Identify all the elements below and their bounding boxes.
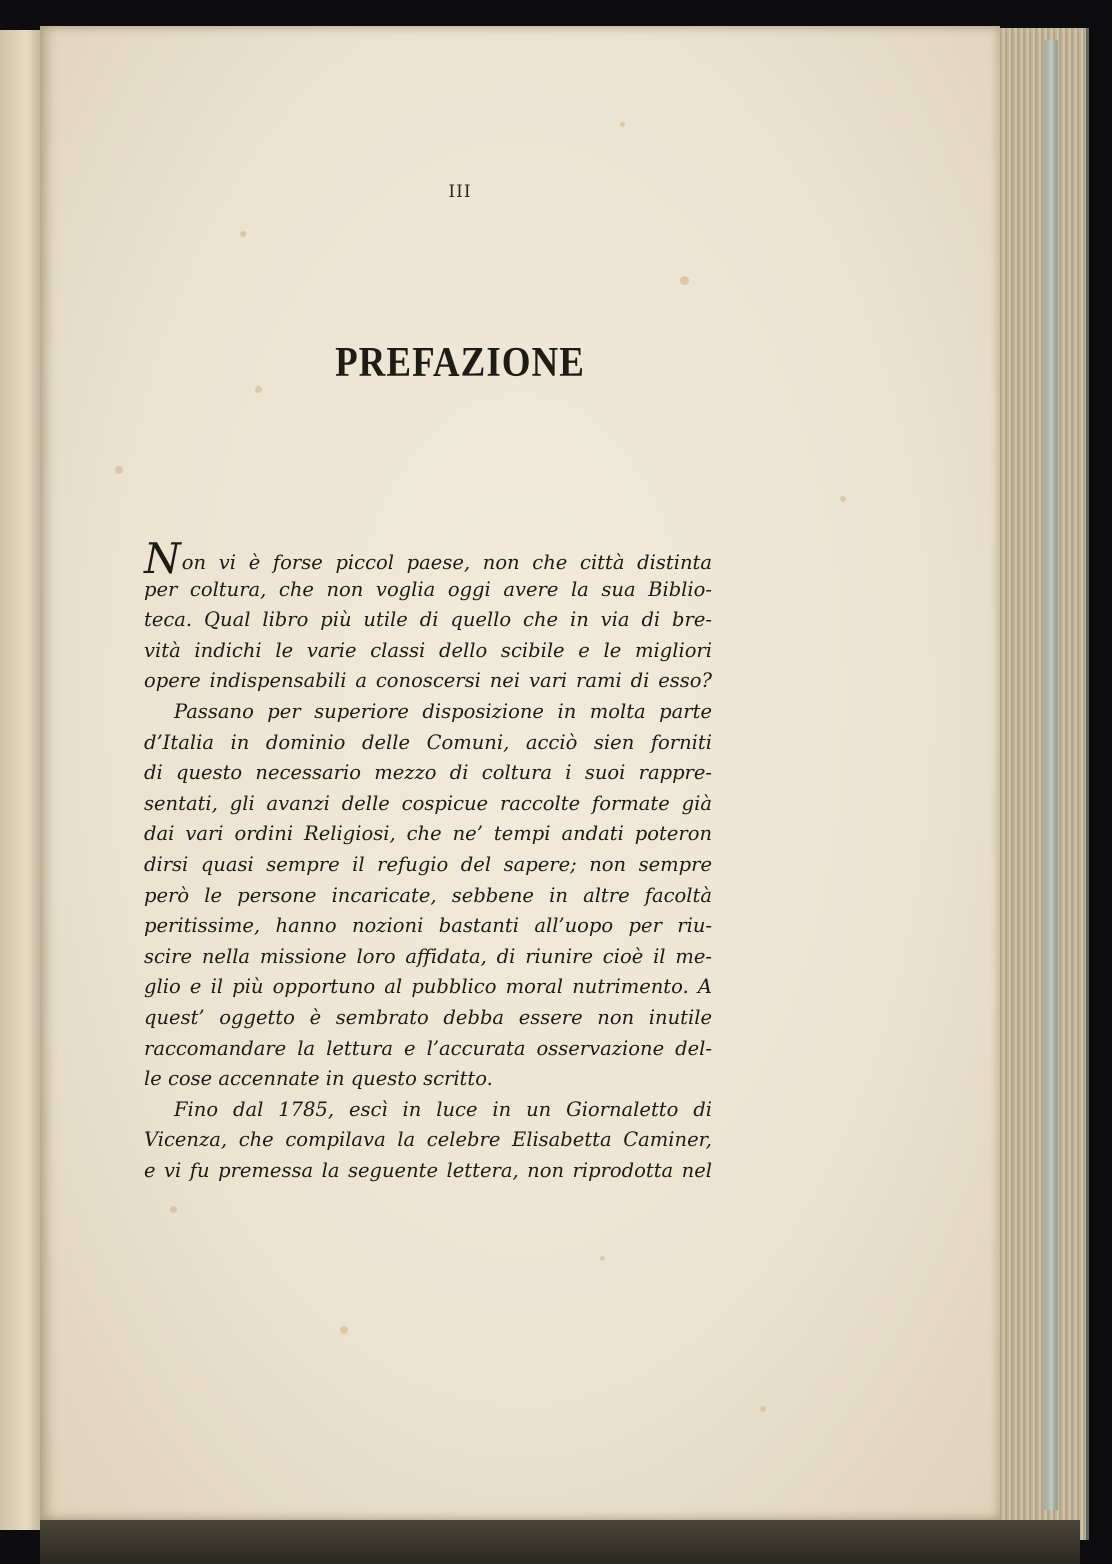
foxing-spot xyxy=(600,1256,605,1261)
foxing-spot xyxy=(840,496,846,502)
text-line: e vi fu premessa la seguente lettera, non riprodotta nel xyxy=(144,1158,712,1182)
text-line: peritissime, hanno nozioni bastanti all’uopo per riu- xyxy=(144,914,712,938)
text-line: sentati, gli avanzi delle cospicue raccolte formate già xyxy=(144,791,712,815)
text-line: raccomandare la lettura e l’accurata osservazione del- xyxy=(144,1036,712,1060)
foxing-spot xyxy=(680,276,689,285)
foxing-spot xyxy=(340,1326,348,1334)
text-line: teca. Qual libro più utile di quello che in via di bre- xyxy=(144,608,712,632)
text-line: glio e il più opportuno al pubblico moral nutrimento. A xyxy=(144,975,712,999)
text-line: Vicenza, che compilava la celebre Elisabetta Caminer, xyxy=(144,1128,712,1152)
text-line: dai vari ordini Religiosi, che ne’ tempi andati poteron xyxy=(144,822,712,846)
text-line-content xyxy=(144,534,712,583)
text-line: quest’ oggetto è sembrato debba essere non inutile xyxy=(144,1005,712,1029)
text-line: d’Italia in dominio delle Comuni, acciò sien forniti xyxy=(144,730,712,754)
text-line: scire nella missione loro affidata, di riunire cioè il me- xyxy=(144,944,712,968)
text-line: di questo necessario mezzo di coltura i suoi rappre- xyxy=(144,761,712,785)
foxing-spot xyxy=(255,386,262,393)
text-line: le cose accennate in questo scritto. xyxy=(144,1067,493,1091)
text-line: dirsi quasi sempre il refugio del sapere; non sempre xyxy=(144,852,712,876)
drop-cap: N xyxy=(144,534,181,583)
page-edge-tint xyxy=(1044,40,1058,1510)
foxing-spot xyxy=(760,1406,766,1412)
main-page xyxy=(40,26,1000,1520)
foxing-spot xyxy=(240,231,246,237)
page-number: III xyxy=(448,182,472,202)
text-line xyxy=(144,534,712,583)
foxing-spot xyxy=(115,466,123,474)
binding-edge xyxy=(40,1520,1080,1564)
text-line: opere indispensabili a conoscersi nei vari rami di esso? xyxy=(144,669,712,693)
text-line: vità indichi le varie classi dello scibile e le migliori xyxy=(144,638,712,662)
text-line: Fino dal 1785, escì in luce in un Giornaletto di xyxy=(174,1097,712,1121)
text-line: per coltura, che non voglia oggi avere la sua Biblio- xyxy=(144,577,712,601)
preface-text xyxy=(144,534,712,1186)
page-edges-stack xyxy=(990,28,1089,1540)
foxing-spot xyxy=(170,1206,177,1213)
text-line: però le persone incaricate, sebbene in altre facoltà xyxy=(144,883,712,907)
page-title: PREFAZIONE xyxy=(335,339,585,387)
foxing-spot xyxy=(620,122,625,127)
text-line: Passano per superiore disposizione in molta parte xyxy=(174,699,712,723)
text-line-words: on vi è forse piccol paese, non che città distinta xyxy=(181,551,712,574)
